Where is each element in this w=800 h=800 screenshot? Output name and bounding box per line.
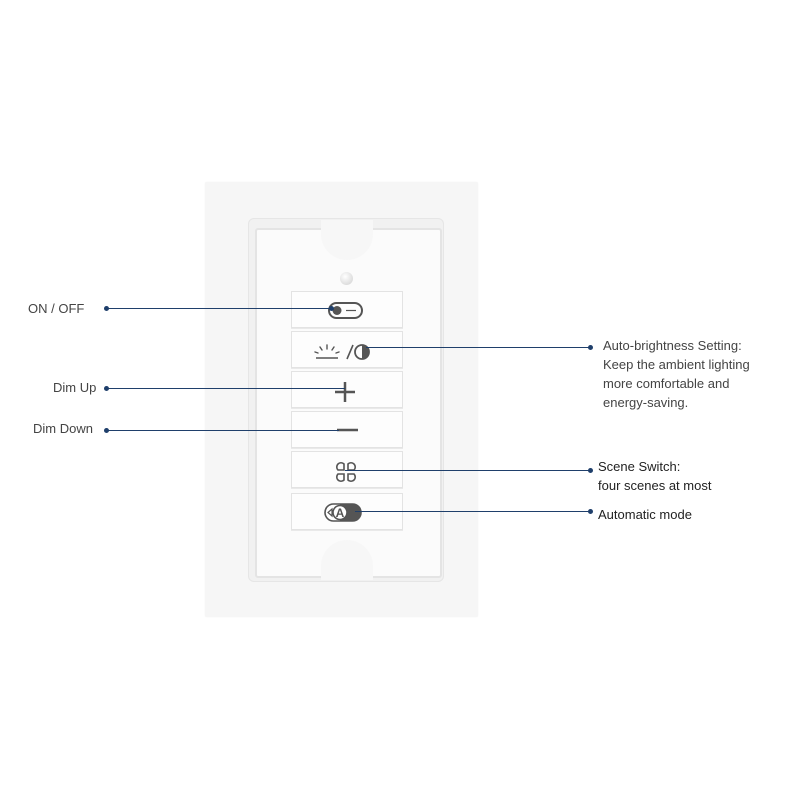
auto-mode-callout-line [355,511,590,512]
plus-icon [292,372,404,409]
scene-callout-line [345,470,590,471]
auto-brightness-label-1: Auto-brightness Setting: [603,338,742,353]
auto-brightness-callout-line [366,347,590,348]
dim-down-label: Dim Down [33,421,93,436]
auto-brightness-callout-dot [588,345,593,350]
scene-switch-label-2: four scenes at most [598,478,712,493]
dim-up-callout-dot [104,386,109,391]
dim-up-callout-line [107,388,345,389]
toggle-switch-icon [292,292,404,329]
auto-brightness-label-3: more comfortable and [603,376,730,391]
sun-half-circle-icon [292,332,404,369]
auto-brightness-label-4: energy-saving. [603,395,689,410]
dim-down-callout-line [107,430,339,431]
on-off-callout-line [107,308,332,309]
automatic-mode-label: Automatic mode [598,507,692,522]
auto-brightness-label-2: Keep the ambient lighting [603,357,750,372]
auto-mode-callout-dot [588,509,593,514]
keypad [291,291,403,531]
on-off-callout-end [329,306,334,311]
auto-mode-toggle-icon [292,494,404,531]
auto-brightness-button[interactable] [291,331,403,368]
light-sensor [340,272,353,285]
on-off-callout-dot [104,306,109,311]
scene-callout-dot [588,468,593,473]
on-off-button[interactable] [291,291,403,328]
dim-up-label: Dim Up [53,380,97,395]
dim-up-button[interactable] [291,371,403,408]
dim-down-callout-dot [104,428,109,433]
scene-switch-label-1: Scene Switch: [598,459,681,474]
auto-letter: A [335,506,345,520]
on-off-label: ON / OFF [28,301,85,316]
